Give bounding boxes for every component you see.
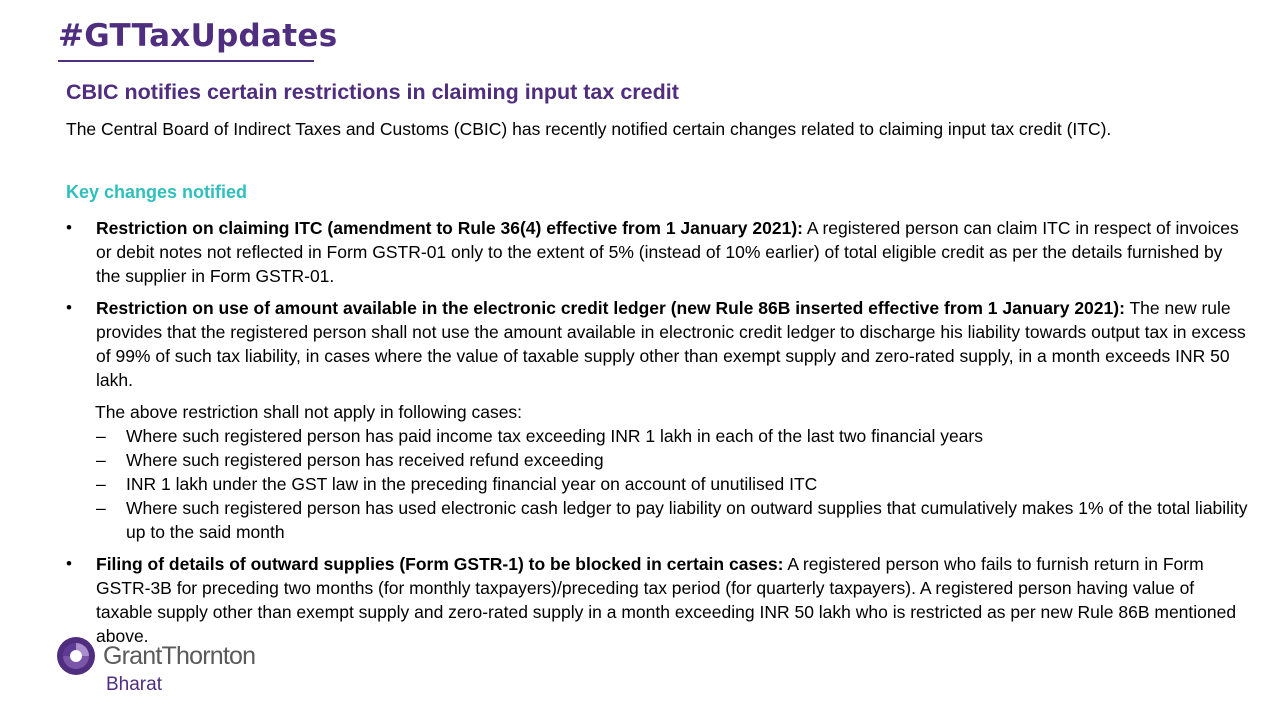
list-item (96, 296, 1246, 392)
intro-paragraph: The Central Board of Indirect Taxes and Customs (CBIC) has recently notified certain changes related to claiming input tax credit (ITC). (66, 119, 1112, 139)
exception-case: Where such registered person has used electronic cash ledger to pay liability on outward supplies that cumulatively makes 1% of the total liability up to the said month (126, 498, 1248, 542)
key-changes-heading: Key changes notified (66, 182, 248, 202)
dash-marker: – (96, 474, 106, 494)
bullet-marker: • (66, 298, 72, 317)
grant-thornton-logo-icon (56, 636, 96, 676)
dash-marker: – (96, 450, 106, 470)
list-item (96, 216, 1246, 288)
exception-case: INR 1 lakh under the GST law in the preceding financial year on account of unutilised ITC (126, 474, 818, 494)
item-bold-lead: Restriction on use of amount available in the electronic credit ledger (new Rule 86B inserted effective from 1 January 2021): (96, 298, 1125, 318)
exception-case: Where such registered person has received refund exceeding (126, 450, 604, 470)
dash-marker: – (96, 426, 106, 446)
item-text: A registered person who fails to furnish return in Form GSTR-3B for preceding two months (for monthly taxpayers)/preceding tax period (for quarterly taxpayers). A registered person having value of taxable supply other than exempt supply and zero-rated supply in a month exceeding INR 50 lakh who is restricted as per new Rule 86B mentioned above. (96, 554, 1237, 646)
bullet-marker: • (66, 554, 72, 573)
exceptions-lead: The above restriction shall not apply in following cases: (95, 402, 523, 422)
bullet-marker: • (66, 218, 72, 237)
dash-marker: – (96, 498, 106, 518)
page-title: CBIC notifies certain restrictions in claiming input tax credit (66, 80, 679, 104)
list-item (96, 552, 1246, 648)
heading-underline (58, 60, 314, 62)
item-bold-lead: Filing of details of outward supplies (Form GSTR-1) to be blocked in certain cases: (96, 554, 784, 574)
logo-wordmark: GrantThornton (103, 642, 256, 670)
item-bold-lead: Restriction on claiming ITC (amendment to Rule 36(4) effective from 1 January 2021): (96, 218, 803, 238)
item-text: The new rule provides that the registered person shall not use the amount available in electronic credit ledger to discharge his liability towards output tax in excess of 99% of such tax liability, in cases where the value of taxable supply other than exempt supply and zero-rated supply, in a month exceeds INR 50 lakh. (96, 298, 1246, 390)
hashtag-heading: #GTTaxUpdates (58, 18, 338, 54)
logo-region: Bharat (106, 674, 162, 695)
item-text: A registered person can claim ITC in respect of invoices or debit notes not reflected in Form GSTR-01 only to the extent of 5% (instead of 10% earlier) of total eligible credit as per the details furnished by the supplier in Form GSTR-01. (96, 218, 1239, 286)
exception-case: Where such registered person has paid income tax exceeding INR 1 lakh in each of the last two financial years (126, 426, 983, 446)
